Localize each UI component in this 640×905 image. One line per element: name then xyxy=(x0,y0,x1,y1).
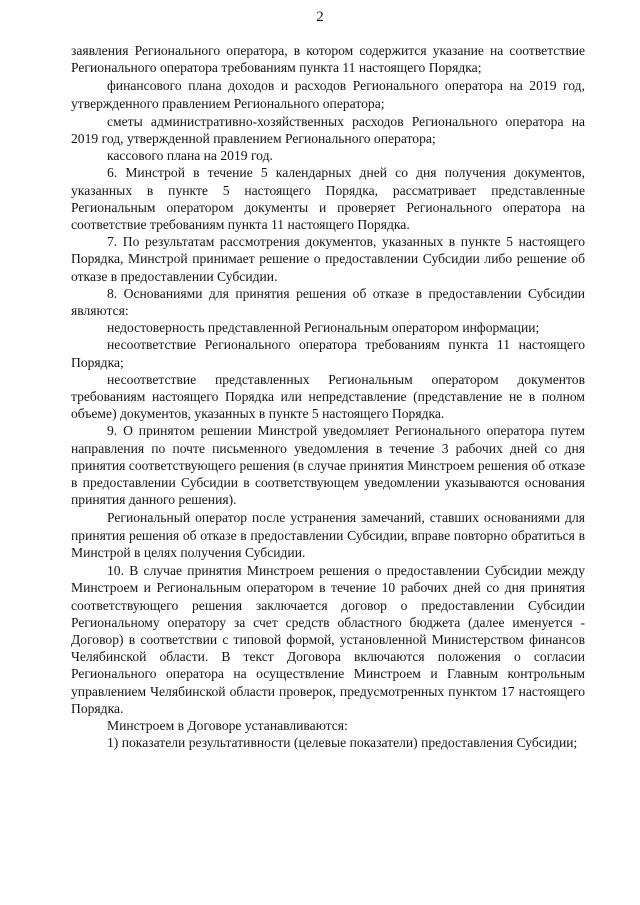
paragraph: Минстроем в Договоре устанавливаются: xyxy=(107,717,348,733)
page-number: 2 xyxy=(316,9,324,25)
document-body xyxy=(71,42,585,751)
paragraph: заявления Регионального оператора, в котором содержится указание на соответствие Регионального оператора требованиям пункта 11 настоящего Порядка; xyxy=(71,43,585,76)
paragraph: 8. Основаниями для принятия решения об отказе в предоставлении Субсидии являются: xyxy=(71,285,585,319)
paragraph: сметы административно-хозяйственных расходов Регионального оператора на 2019 год, утвержденной правлением Регионального оператора; xyxy=(71,113,585,147)
paragraph: недостоверность представленной Региональным оператором информации; xyxy=(107,320,540,336)
paragraph: 10. В случае принятия Минстроем решения о предоставлении Субсидии между Минстроем и Региональным оператором в течение 10 рабочих дней со дня принятия соответствующего решения заключается договор о предоставлении Субсидии Региональному оператору за счет средств областного бюджета (далее именуется - Договор) в соответствии с типовой формой, установленной Министерством финансов Челябинской области. В текст Договора включаются положения о согласии Регионального оператора на осуществление Минстроем и Главным контрольным управлением Челябинской области проверок, предусмотренных пунктом 17 настоящего Порядка. xyxy=(71,563,585,716)
paragraph: 9. О принятом решении Минстрой уведомляет Регионального оператора путем направления по почте письменного уведомления в течение 3 рабочих дней со дня принятия соответствующего решения (в случае принятия Минстроем решения об отказе в предоставлении Субсидии в соответствующем уведомлении указываются основания принятия данного решения). xyxy=(71,423,585,508)
paragraph: 6. Минстрой в течение 5 календарных дней со дня получения документов, указанных в пункте 5 настоящего Порядка, рассматривает представленные Региональным оператором документы и проверяет Регионального оператора на соответствие требованиям пункта 11 настоящего Порядка. xyxy=(71,165,585,233)
paragraph: несоответствие представленных Региональным оператором документов требованиям настоящего Порядка или непредставление (представление не в полном объеме) документов, указанных в пункте 5 настоящего Порядка. xyxy=(71,371,585,422)
paragraph: 1) показатели результативности (целевые показатели) предоставления Субсидии; xyxy=(107,735,578,751)
paragraph: финансового плана доходов и расходов Регионального оператора на 2019 год, утвержденного правлением Регионального оператора; xyxy=(71,78,585,111)
paragraph: несоответствие Регионального оператора требованиям пункта 11 настоящего Порядка; xyxy=(71,337,585,370)
paragraph: кассового плана на 2019 год. xyxy=(107,148,273,164)
paragraph: 7. По результатам рассмотрения документов, указанных в пункте 5 настоящего Порядка, Минстрой принимает решение о предоставлении Субсидии либо решение об отказе в предоставлении Субсидии. xyxy=(71,234,585,284)
paragraph: Региональный оператор после устранения замечаний, ставших основаниями для принятия решения об отказе в предоставлении Субсидии, вправе повторно обратиться в Минстрой в целях получения Субсидии. xyxy=(71,510,585,560)
